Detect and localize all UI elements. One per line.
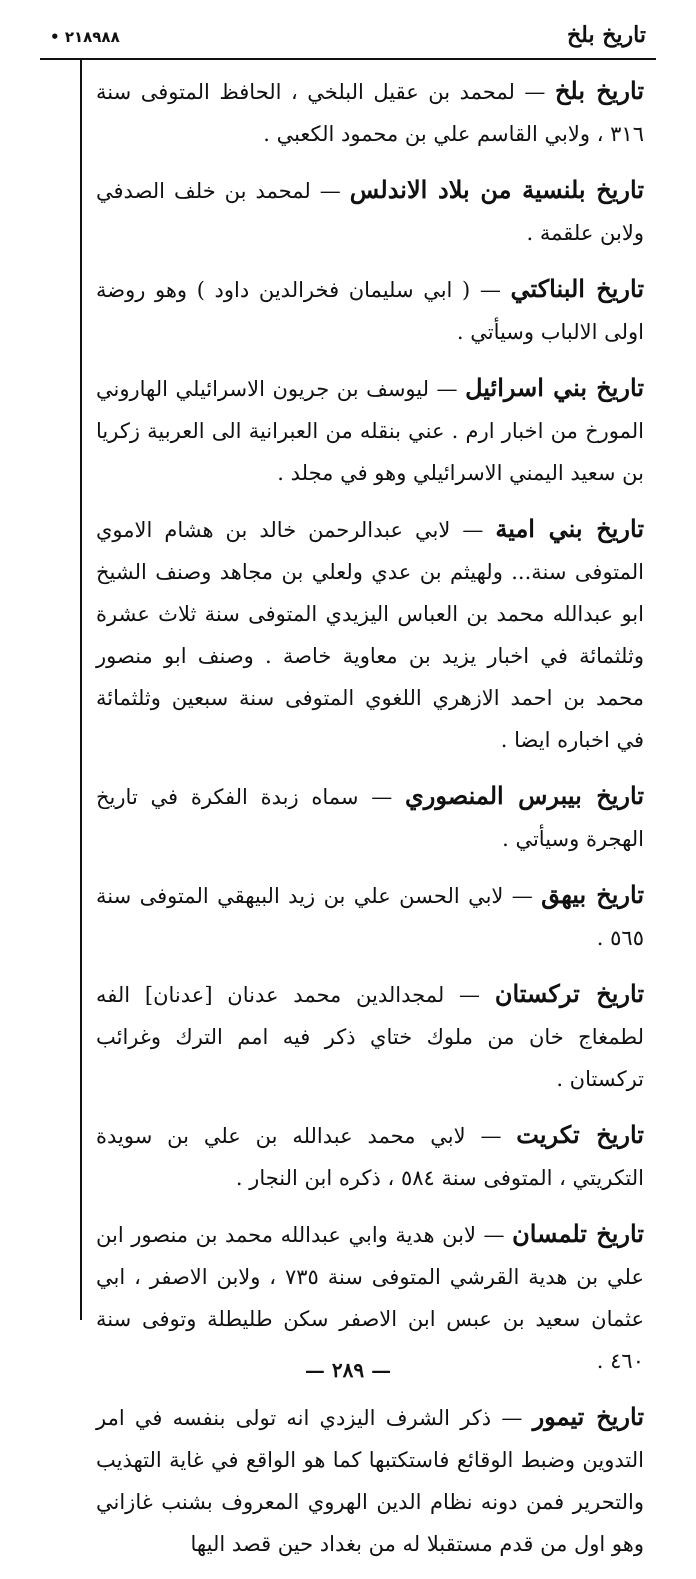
entry [96,775,644,860]
running-title: تاريخ بلخ [566,22,646,48]
entry [96,1213,644,1382]
body-text [96,70,644,1579]
entry-text: — لابي عبدالرحمن خالد بن هشام الاموي المتوفى سنة... ولهيثم بن عدي ولعلي بن مجاهد وصنف الشيخ ابو عبدالله محمد بن العباس اليزيدي المتوفى سنة ثلاث عشرة وثلثمائة في اخبار يزيد بن معاوية خاصة . وصنف ابو منصور محمد بن احمد الازهري اللغوي المتوفى سنة سبعين وثلثمائة في اخباره ايضا . [96,518,644,752]
entry-title: تاريخ بلخ [554,76,645,105]
entry-text: — ( ابي سليمان فخرالدين داود ) وهو روضة اولى الالباب وسيأتي . [96,278,644,344]
entry [96,973,644,1100]
page-number: — ٢٨٩ — [304,1358,392,1382]
entry-title: تاريخ بني اسرائيل [465,373,644,402]
entry-title: تاريخ بيبرس المنصوري [405,781,644,810]
entry [96,874,644,959]
entry [96,268,644,353]
page-label: • ٢١٨٩٨٨ [50,28,120,46]
entry [96,70,644,155]
entry-title: تاريخ بني امية [495,514,644,543]
entry-text: — لمحمد بن عقيل البلخي ، الحافظ المتوفى سنة ٣١٦ ، ولابي القاسم علي بن محمود الكعبي . [96,80,644,146]
entry [96,1396,644,1565]
header-rule [40,58,656,60]
entry-title: تاريخ بلنسية من بلاد الاندلس [349,175,644,204]
entry-text: — لمحمد بن خلف الصدفي ولابن علقمة . [96,179,644,245]
entry-text: — ليوسف بن جريون الاسرائيلي الهاروني المورخ من اخبار ارم . عني بنقله من العبرانية الى العربية زكريا بن سعيد اليمني الاسرائيلي وهو في مجلد . [96,377,644,485]
entry [96,508,644,761]
entry-title: تاريخ تكريت [516,1120,644,1149]
entry-title: تاريخ بيهق [541,880,644,909]
running-head [40,14,656,54]
entry-title: تاريخ تيمور [532,1402,644,1431]
entry-text: — لابي محمد عبدالله بن علي بن سويدة التكريتي ، المتوفى سنة ٥٨٤ ، ذكره ابن النجار . [96,1124,644,1190]
margin-rule [80,60,82,1320]
entry [96,367,644,494]
entry-text: — ذكر الشرف اليزدي انه تولى بنفسه في امر التدوين وضبط الوقائع فاستكتبها كما هو الواقع في غاية التهذيب والتحرير فمن دونه نظام الدين الهروي المعروف بشنب غازاني وهو اول من قدم مستقبلا له من بغداد حين قصد اليها [96,1406,644,1556]
entry-title: تاريخ تركستان [494,979,645,1008]
entry-text: — لابن هدية وابي عبدالله محمد بن منصور ابن علي بن هدية القرشي المتوفى سنة ٧٣٥ ، ولابن الاصفر ، ابي عثمان سعيد بن عبس ابن الاصفر سكن طليطلة وتوفى سنة ٤٦٠ . [96,1223,645,1373]
entry [96,1114,644,1199]
entry-text: — سماه زبدة الفكرة في تاريخ الهجرة وسيأتي . [96,785,644,851]
entry-text: — لمجدالدين محمد عدنان [عدنان] الفه لطمغاج خان من ملوك ختاي ذكر فيه امم الترك وغرائب تركستان . [96,983,644,1091]
entry-title: تاريخ البناكتي [510,274,644,303]
entry [96,169,644,254]
entry-text: — لابي الحسن علي بن زيد البيهقي المتوفى سنة ٥٦٥ . [96,884,644,950]
entry-title: تاريخ تلمسان [512,1219,644,1248]
